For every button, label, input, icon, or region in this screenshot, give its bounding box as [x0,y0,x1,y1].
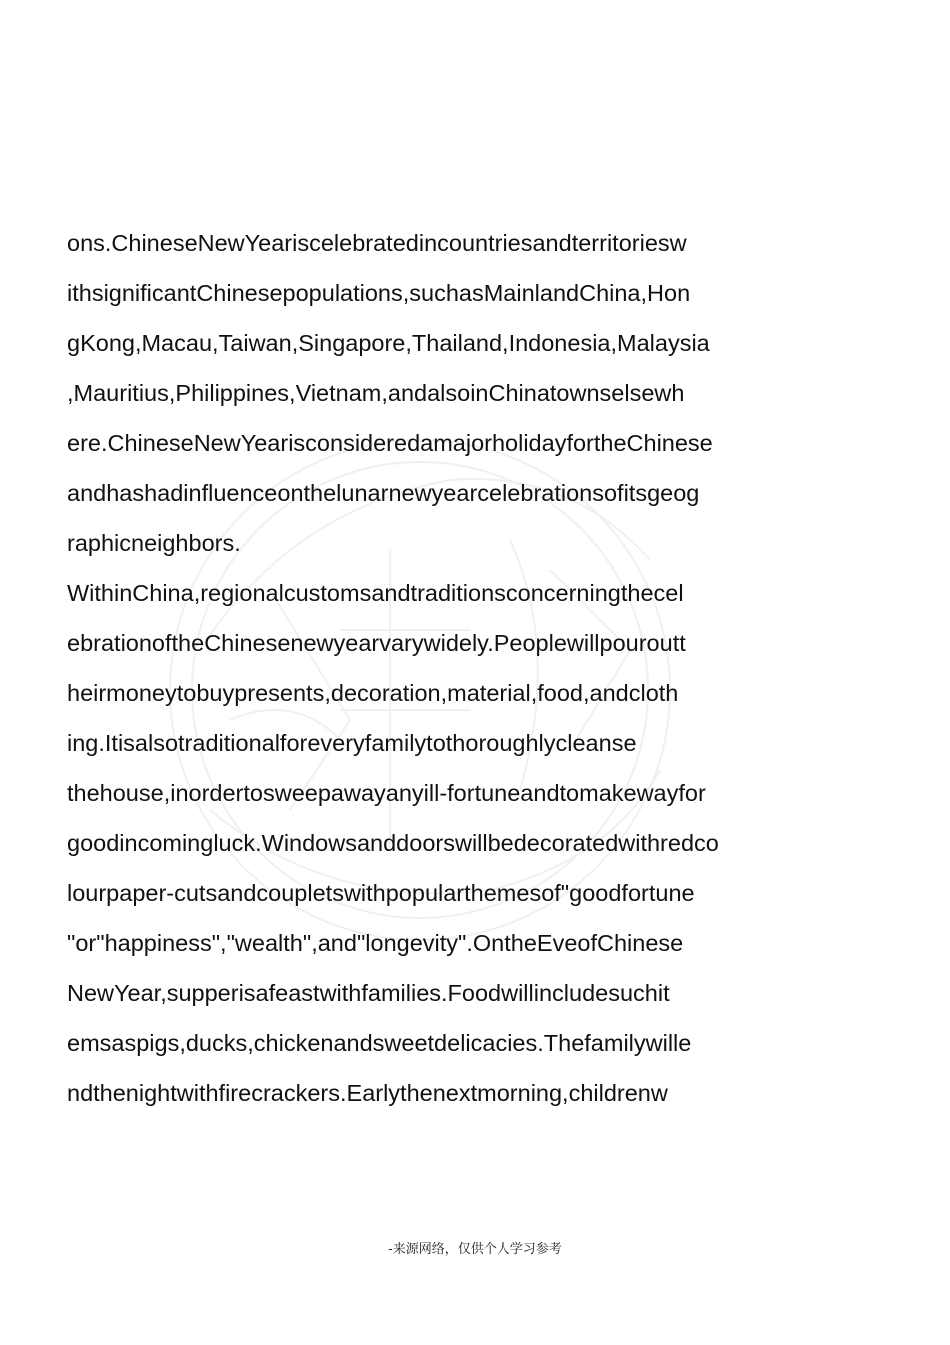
text-line: ons.ChineseNewYeariscelebratedincountriesandterritoriesw [67,230,687,256]
text-line: lourpaper-cutsandcoupletswithpopularthemesof"goodfortune [67,880,695,906]
text-line: ithsignificantChinesepopulations,suchasMainlandChina,Hon [67,280,691,306]
text-line: WithinChina,regionalcustomsandtraditionsconcerningthecel [67,580,684,606]
text-line: "or"happiness","wealth",and"longevity".OntheEveofChinese [67,930,684,956]
text-line: goodincomingluck.Windowsanddoorswillbedecoratedwithredco [67,830,719,856]
text-line: ,Mauritius,Philippines,Vietnam,andalsoinChinatownselsewh [67,380,685,406]
text-line: raphicneighbors. [67,530,241,556]
body-text [67,218,927,1118]
text-line: andhashadinfluenceonthelunarnewyearcelebrationsofitsgeog [67,480,700,506]
page-footer: -来源网络，仅供个人学习参考 [388,1242,562,1257]
text-line: heirmoneytobuypresents,decoration,material,food,andcloth [67,680,679,706]
text-line: thehouse,inordertosweepawayanyill-fortuneandtomakewayfor [67,780,706,806]
text-line: ing.Itisalsotraditionalforeveryfamilytothoroughlycleanse [67,730,637,756]
text-line: ere.ChineseNewYearisconsideredamajorholidayfortheChinese [67,430,713,456]
text-line: ebrationoftheChinesenewyearvarywidely.Peoplewillpouroutt [67,630,686,656]
text-line: gKong,Macau,Taiwan,Singapore,Thailand,Indonesia,Malaysia [67,330,710,356]
text-line: ndthenightwithfirecrackers.Earlythenextmorning,childrenw [67,1080,668,1106]
text-line: emsaspigs,ducks,chickenandsweetdelicacies.Thefamilywille [67,1030,692,1056]
text-line: NewYear,supperisafeastwithfamilies.Foodwillincludesuchit [67,980,670,1006]
